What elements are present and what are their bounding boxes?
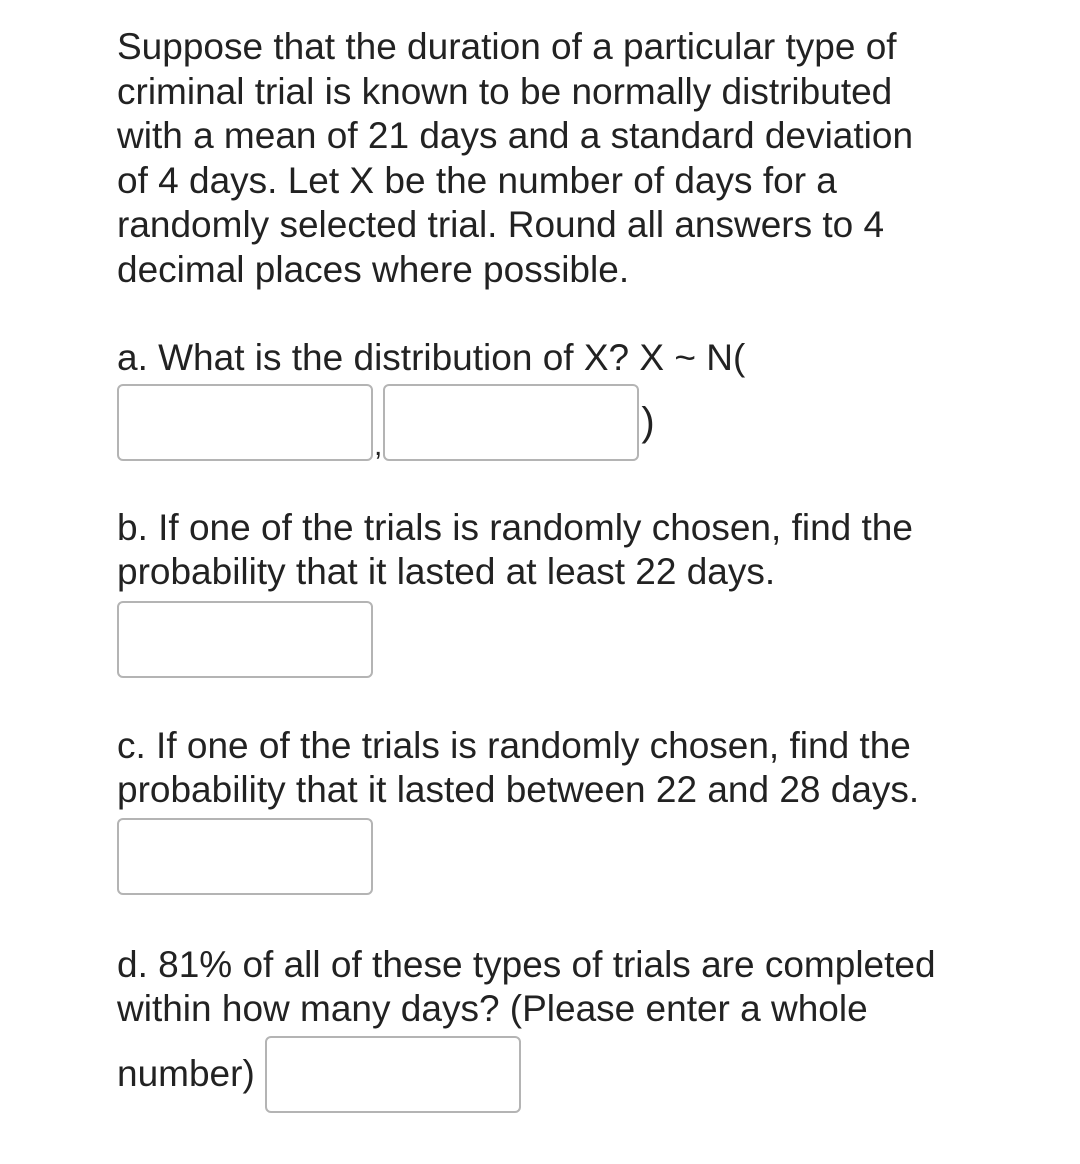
question-d-text bbox=[117, 943, 1017, 1032]
question-c-line: c. If one of the trials is randomly chosen, find the bbox=[117, 724, 911, 766]
close-parenthesis: ) bbox=[641, 400, 655, 444]
intro-line: Suppose that the duration of a particular type of bbox=[117, 26, 897, 67]
question-a-text: a. What is the distribution of X? X ~ N( bbox=[117, 337, 746, 378]
intro-line: with a mean of 21 days and a standard deviation bbox=[117, 115, 914, 156]
question-d-answer-row bbox=[117, 1036, 1017, 1113]
question-b-text bbox=[117, 506, 1017, 595]
question-d-suffix: number) bbox=[117, 1052, 255, 1094]
intro-text bbox=[117, 25, 1017, 292]
question-c-line: probability that it lasted between 22 and 28 days. bbox=[117, 769, 920, 810]
mean-input[interactable] bbox=[117, 384, 373, 461]
intro-line: criminal trial is known to be normally distributed bbox=[117, 70, 893, 112]
question-d-line: d. 81% of all of these types of trials are completed bbox=[117, 943, 936, 985]
question-b-line: b. If one of the trials is randomly chosen, find the bbox=[117, 506, 913, 548]
question-a-answer-row bbox=[117, 384, 1017, 461]
question-b-line: probability that it lasted at least 22 days. bbox=[117, 551, 776, 592]
intro-line: decimal places where possible. bbox=[117, 248, 630, 290]
question-b-answer-input[interactable] bbox=[117, 601, 373, 678]
question-c-answer-input[interactable] bbox=[117, 818, 373, 895]
question-page bbox=[117, 25, 1017, 1113]
comma-separator: , bbox=[374, 428, 383, 462]
intro-line: randomly selected trial. Round all answers to 4 bbox=[117, 204, 885, 245]
question-d-answer-input[interactable] bbox=[265, 1036, 521, 1113]
intro-line: of 4 days. Let X be the number of days for a bbox=[117, 159, 837, 201]
standard-deviation-input[interactable] bbox=[383, 384, 639, 461]
question-d-line: within how many days? (Please enter a whole bbox=[117, 988, 868, 1029]
question-c-text bbox=[117, 724, 1017, 813]
